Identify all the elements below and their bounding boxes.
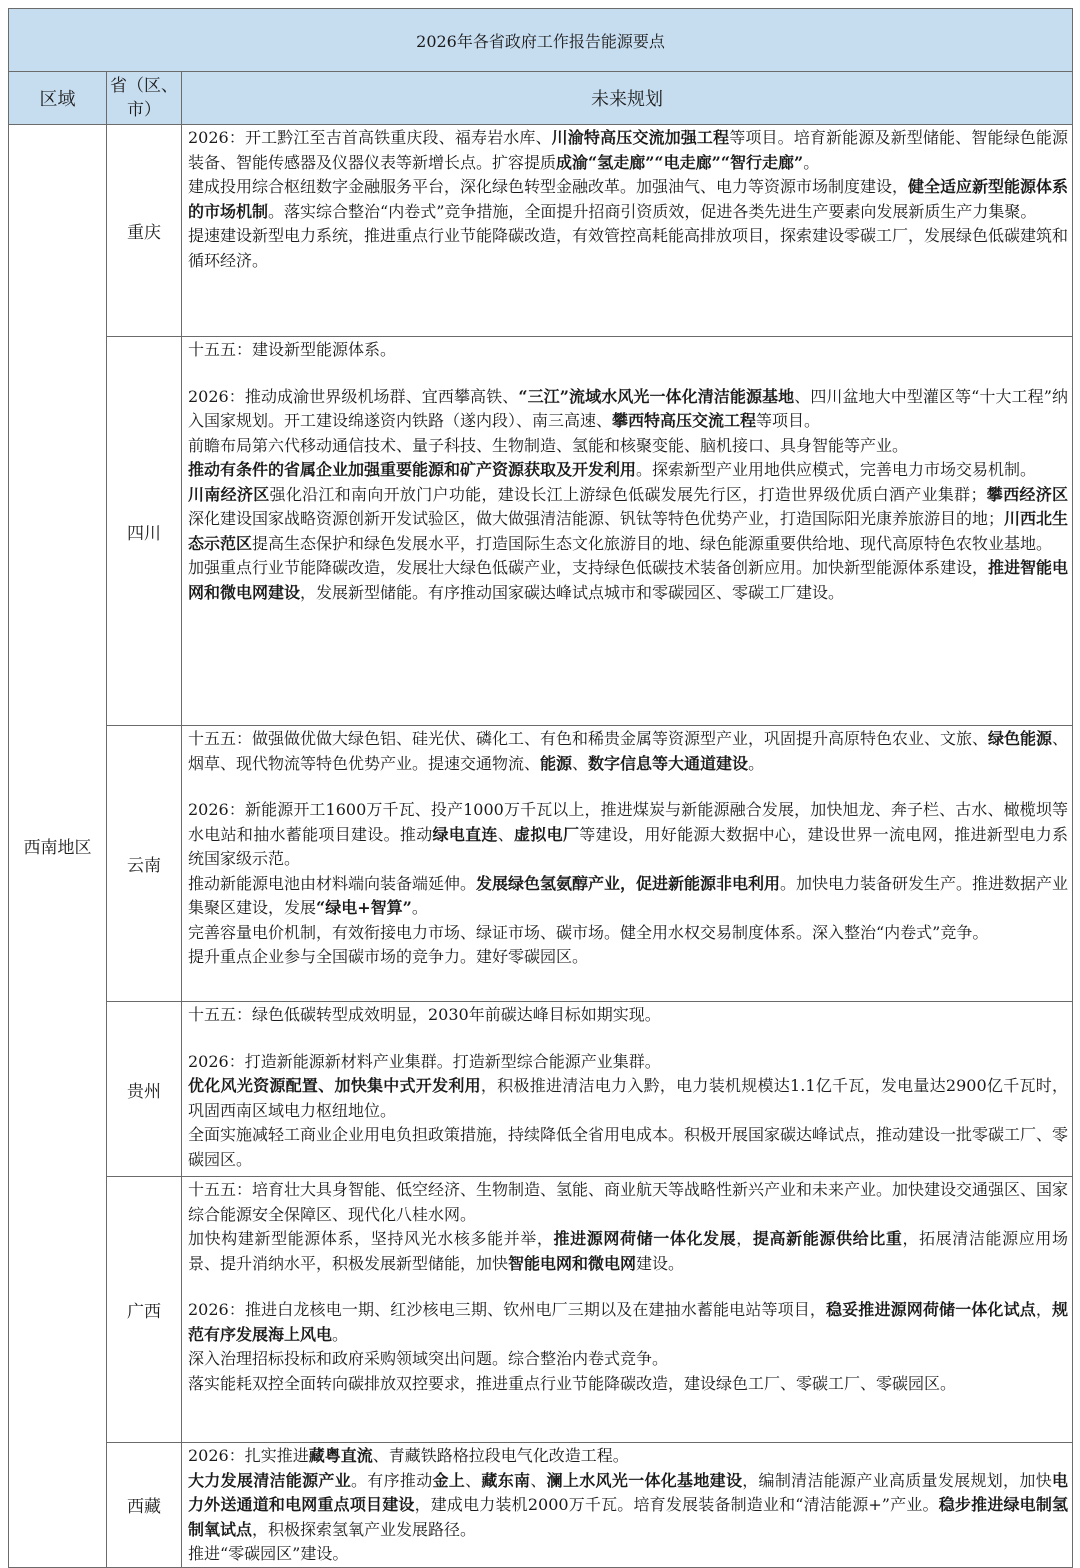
plan-text: ，编制清洁能源产业高质量发展规划，加快 <box>742 1470 1052 1490</box>
plan-text: 推动新能源电池由材料端向装备端延伸。 <box>188 873 477 893</box>
plan-paragraph <box>188 1074 1068 1123</box>
plan-text: 2026：推动成渝世界级机场群、宜西攀高铁、 <box>188 386 519 406</box>
plan-paragraph <box>188 1227 1068 1276</box>
plan-paragraph <box>188 224 1068 273</box>
plan-paragraph <box>188 727 1068 776</box>
highlight-text: 虚拟电厂 <box>514 824 580 844</box>
plan-paragraph <box>188 872 1068 921</box>
plan-paragraph <box>188 458 1068 483</box>
province-cell: 贵州 <box>107 1002 182 1177</box>
highlight-text: 电力外送通道和电网重点项目建设 <box>188 1470 1068 1514</box>
plan-paragraph <box>188 1347 1068 1372</box>
highlight-text: 藏粤直流 <box>308 1446 373 1465</box>
plan-paragraph <box>188 1050 1068 1075</box>
highlight-text: 成渝“氢走廊”“电走廊”“智行走廊” <box>556 152 804 172</box>
plan-cell <box>182 337 1073 726</box>
highlight-text: 推进智能电网和微电网建设 <box>188 558 1069 602</box>
province-cell: 广西 <box>107 1177 182 1443</box>
plan-paragraph <box>188 1298 1068 1347</box>
plan-text: ，积极推进清洁电力入黔，电力装机规模达1.1亿千瓦，发电量达2900亿千瓦时，巩固西南区域电力枢纽地位。 <box>188 1076 1069 1120</box>
plan-text: 提速建设新型电力系统，推进重点行业节能降碳改造，有效管控高耗能高排放项目，探索建设零碳工厂，发展绿色低碳建筑和循环经济。 <box>188 226 1069 270</box>
plan-paragraph <box>188 945 1068 970</box>
highlight-text: 提高新能源供给比重 <box>752 1229 903 1248</box>
highlight-text: 攀西经济区 <box>986 484 1069 504</box>
plan-cell <box>182 1177 1073 1443</box>
highlight-text: 稳步推进绿电制氢制氧试点 <box>188 1495 1068 1539</box>
plan-paragraph <box>188 1469 1068 1543</box>
header-province: 省（区、市） <box>107 72 182 125</box>
plan-text: 2026：推进白龙核电一期、红沙核电三期、钦州电厂三期以及在建抽水蓄能电站等项目， <box>188 1300 827 1319</box>
plan-text: 完善容量电价机制，有效衔接电力市场、绿证市场、碳市场。健全用水权交易制度体系。深入整治“内卷式”竞争。 <box>188 922 989 942</box>
plan-text: 十五五：培育壮大具身智能、低空经济、生物制造、氢能、商业航天等战略性新兴产业和未来产业。加快建设交通强区、国家综合能源安全保障区、现代化八桂水网。 <box>188 1180 1069 1224</box>
plan-paragraph <box>188 338 1068 363</box>
energy-table <box>8 8 1073 1568</box>
plan-spacer <box>188 1028 1068 1050</box>
plan-text: 深化建设国家战略资源创新开发试验区，做大做强清洁能源、钒钛等特色优势产业，打造国际阳光康养旅游目的地； <box>188 509 1005 528</box>
plan-text: 、烟草、现代物流等特色优势产业。提速交通物流、 <box>188 729 1069 773</box>
highlight-text: 澜上水风光一体化基地建设 <box>546 1470 743 1490</box>
highlight-text: 藏东南 <box>481 1470 531 1490</box>
plan-text: 2026：扎实推进 <box>188 1446 309 1465</box>
highlight-text: 推进源网荷储一体化发展 <box>553 1229 737 1248</box>
plan-paragraph <box>188 1372 1068 1397</box>
highlight-text: 智能电网和微电网 <box>508 1253 637 1273</box>
province-cell: 四川 <box>107 337 182 726</box>
highlight-text: “三江”流域水风光一体化清洁能源基地 <box>518 386 795 406</box>
plan-text: 。 <box>748 753 765 773</box>
plan-text: 2026：打造新能源新材料产业集群。打造新型综合能源产业集群。 <box>188 1051 661 1071</box>
header-region: 区域 <box>9 72 107 125</box>
plan-text: 。探索新型产业用地供应模式，完善电力市场交易机制。 <box>636 460 1037 479</box>
highlight-text: 健全适应新型能源体系的市场机制 <box>188 177 1069 221</box>
plan-cell <box>182 726 1073 1002</box>
province-cell: 西藏 <box>107 1443 182 1568</box>
plan-spacer <box>188 1276 1068 1298</box>
highlight-text: “绿电+智算” <box>316 898 412 917</box>
plan-text: 、 <box>497 824 515 844</box>
plan-paragraph <box>188 921 1068 946</box>
highlight-text: 优化风光资源配置、加快集中式开发利用 <box>188 1076 481 1095</box>
highlight-text: 发展绿色氢氨醇产业，促进新能源非电利用 <box>476 873 781 893</box>
plan-text: 加快构建新型能源体系，坚持风光水核多能并举， <box>188 1229 554 1248</box>
plan-cell <box>182 1002 1073 1177</box>
highlight-text: 川南经济区 <box>188 484 270 504</box>
plan-text: 2026：开工黔江至吉首高铁重庆段、福寿岩水库、 <box>188 128 552 147</box>
plan-text: ，发展新型储能。有序推动国家碳达峰试点城市和零碳园区、零碳工厂建设。 <box>300 582 845 602</box>
plan-paragraph <box>188 1123 1068 1172</box>
highlight-text: 绿电直连 <box>432 824 498 844</box>
region-cell: 西南地区 <box>9 125 107 1568</box>
plan-spacer <box>188 363 1068 385</box>
plan-text: 提升重点企业参与全国碳市场的竞争力。建好零碳园区。 <box>188 947 589 966</box>
plan-text: 。落实综合整治“内卷式”竞争措施，全面提升招商引资质效，促进各类先进生产要素向发展新质生产力集聚。 <box>268 201 1037 221</box>
plan-paragraph <box>188 1003 1068 1028</box>
plan-text: 等项目。 <box>756 411 821 430</box>
highlight-text: 川渝特高压交流加强工程 <box>551 128 730 147</box>
plan-text: 。加快电力装备研发生产。推进数据产业集聚区建设，发展 <box>188 873 1069 917</box>
plan-text: 十五五：绿色低碳转型成效明显，2030年前碳达峰目标如期实现。 <box>188 1005 661 1024</box>
highlight-text: 稳妥推进源网荷储一体化试点 <box>826 1300 1036 1319</box>
plan-text: 前瞻布局第六代移动通信技术、量子科技、生物制造、氢能和核聚变能、脑机接口、具身智能等产业。 <box>188 435 909 455</box>
plan-text: ，积极探索氢氧产业发展路径。 <box>252 1519 477 1539</box>
plan-text: 建成投用综合枢纽数字金融服务平台，深化绿色转型金融改革。加强油气、电力等资源市场制度建设， <box>188 177 909 196</box>
highlight-text: 金上 <box>432 1470 466 1490</box>
plan-text: ， <box>1035 1300 1052 1319</box>
highlight-text: 能源 <box>540 753 573 773</box>
plan-text: 、 <box>572 753 589 773</box>
plan-text: 提高生态保护和绿色发展水平，打造国际生态文化旅游目的地、绿色能源重要供给地、现代高原特色农牧业基地。 <box>252 533 1053 553</box>
plan-text: 、青藏铁路格拉段电气化改造工程。 <box>372 1446 629 1465</box>
plan-text: 等项目。培育新能源及新型储能、智能绿色能源装备、智能传感器及仪器仪表等新增长点。扩容提质 <box>188 128 1068 172</box>
plan-paragraph <box>188 1444 1068 1469</box>
plan-text: 。 <box>803 152 820 172</box>
header-plan: 未来规划 <box>182 72 1073 125</box>
plan-text: ，建成电力装机2000万千瓦。培育发展装备制造业和“清洁能源+”产业。 <box>414 1495 939 1514</box>
plan-text: ，拓展清洁能源应用场景、提升消纳水平，积极发展新型储能，加快 <box>188 1229 1068 1273</box>
plan-text: 2026：新能源开工1600万千瓦、投产1000万千瓦以上，推进煤炭与新能源融合发展，加快旭龙、奔子栏、古水、橄榄坝等水电站和抽水蓄能项目建设。推动 <box>188 800 1069 844</box>
plan-paragraph <box>188 798 1068 872</box>
plan-paragraph <box>188 1178 1068 1227</box>
plan-cell <box>182 125 1073 337</box>
plan-paragraph <box>188 126 1068 175</box>
plan-text: 。 <box>332 1324 349 1344</box>
highlight-text: 推动有条件的省属企业加强重要能源和矿产资源获取及开发利用 <box>188 460 637 479</box>
plan-text: 、 <box>530 1470 547 1490</box>
plan-paragraph <box>188 483 1068 557</box>
plan-text: 落实能耗双控全面转向碳排放双控要求，推进重点行业节能降碳改造，建设绿色工厂、零碳工厂、零碳园区。 <box>188 1373 957 1393</box>
highlight-text: 绿色能源 <box>988 729 1053 748</box>
plan-text: 建设。 <box>636 1253 685 1273</box>
plan-text: 强化沿江和南向开放门户功能，建设长江上游绿色低碳发展先行区，打造世界级优质白酒产业集群； <box>269 484 987 504</box>
plan-text: 深入治理招标投标和政府采购领域突出问题。综合整治内卷式竞争。 <box>188 1349 669 1368</box>
highlight-text: 攀西特高压交流工程 <box>612 411 757 430</box>
plan-paragraph <box>188 556 1068 605</box>
plan-cell <box>182 1443 1073 1568</box>
plan-text: ， <box>736 1229 753 1248</box>
highlight-text: 规范有序发展海上风电 <box>188 1300 1069 1344</box>
plan-text: 、四川盆地大中型灌区等“十大工程”纳入国家规划。开工建设绵遂资内铁路（遂内段）、南三高速、 <box>188 386 1069 430</box>
plan-text: 等建设，用好能源大数据中心，建设世界一流电网，推进新型电力系统国家级示范。 <box>188 824 1068 868</box>
plan-text: 。有序推动 <box>351 1470 433 1490</box>
plan-text: 全面实施减轻工商业企业用电负担政策措施，持续降低全省用电成本。积极开展国家碳达峰试点，推动建设一批零碳工厂、零碳园区。 <box>188 1125 1069 1169</box>
plan-paragraph <box>188 434 1068 459</box>
plan-text: 推进“零碳园区”建设。 <box>188 1544 349 1563</box>
highlight-text: 数字信息等大通道建设 <box>588 753 749 773</box>
plan-spacer <box>188 776 1068 798</box>
highlight-text: 川西北生态示范区 <box>188 509 1069 553</box>
table-title: 2026年各省政府工作报告能源要点 <box>9 9 1073 72</box>
plan-text: 。 <box>411 898 428 917</box>
plan-paragraph <box>188 385 1068 434</box>
highlight-text: 大力发展清洁能源产业 <box>188 1470 351 1490</box>
plan-text: 十五五：做强做优做大绿色铝、硅光伏、磷化工、有色和稀贵金属等资源型产业，巩固提升高原特色农业、文旅、 <box>188 729 989 748</box>
province-cell: 重庆 <box>107 125 182 337</box>
plan-text: 、 <box>465 1470 482 1490</box>
plan-text: 十五五：建设新型能源体系。 <box>188 340 397 359</box>
province-cell: 云南 <box>107 726 182 1002</box>
plan-text: 加强重点行业节能降碳改造，发展壮大绿色低碳产业，支持绿色低碳技术装备创新应用。加快新型能源体系建设， <box>188 558 989 577</box>
plan-paragraph <box>188 175 1068 224</box>
